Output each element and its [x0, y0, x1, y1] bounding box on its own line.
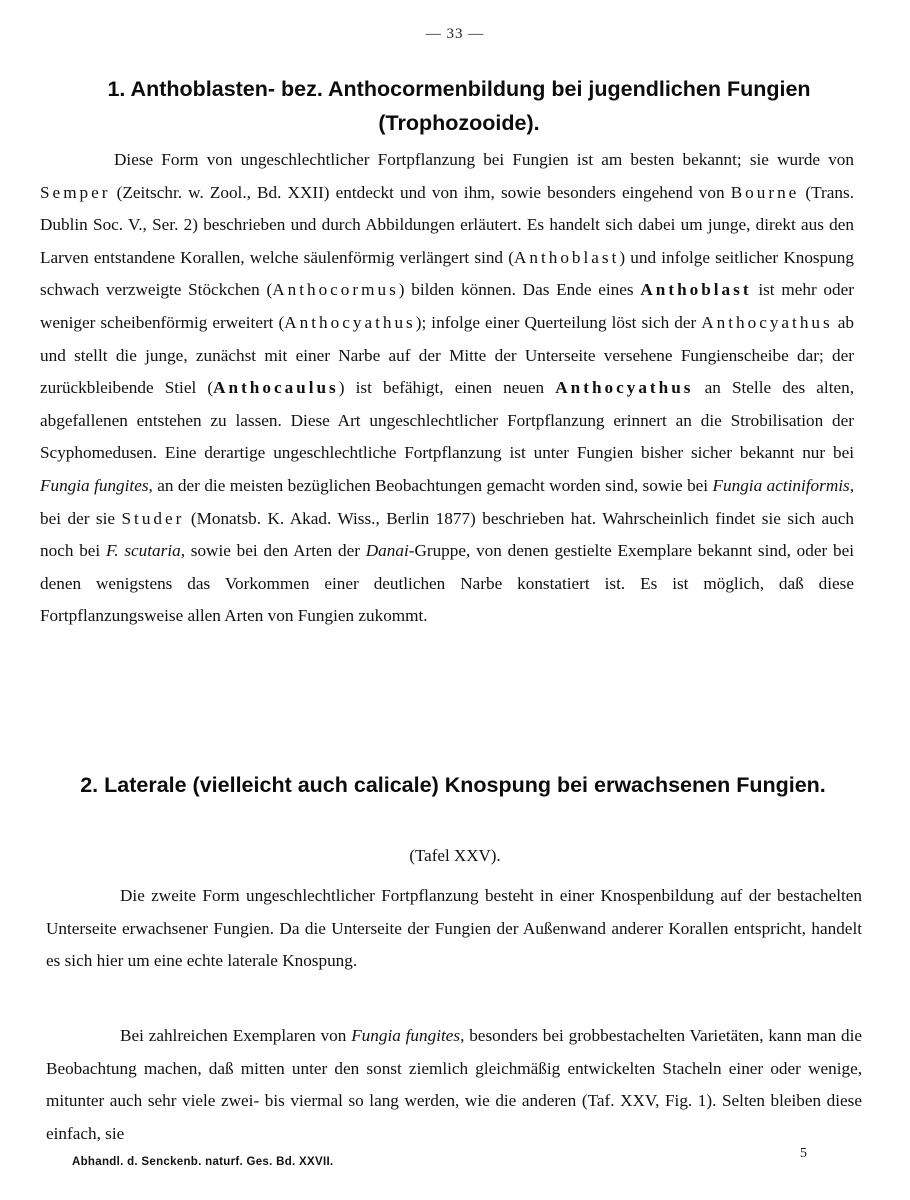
text-run: ist mehr oder weniger scheibenförmig erweitert ( — [40, 280, 854, 332]
section-1-heading: 1. Anthoblasten- bez. Anthocormenbildung bei jugendlichen Fungien (Trophozooide). — [107, 77, 811, 135]
term: Anthocyathus — [284, 312, 416, 332]
term: Anthocyathus — [555, 378, 694, 398]
author-name: Studer — [121, 508, 185, 528]
text-run: ); infolge einer Querteilung löst sich der — [415, 312, 702, 332]
text-run: an Stelle des alten, abgefallenen entstehen zu lassen. Diese Art ungeschlechtlicher Fortpflanzung erinnert an die Strobilisation der Scyphomedusen. Eine derartige ungeschlechtliche Fortpflanzung ist unter Fungien bisher sicher bekannt nur bei — [40, 378, 854, 463]
species-name: F. scutaria — [105, 541, 181, 561]
author-name: Semper — [40, 182, 111, 202]
section-2-paragraph-1: Die zweite Form ungeschlechtlicher Fortpflanzung besteht in einer Knospenbildung auf der bestachelten Unterseite erwachsener Fungien. Da die Unterseite der Fungien der Außenwand anderer Korallen entspricht, handelt es sich hier um eine echte laterale Knospung. — [46, 886, 862, 971]
text-run: Bei zahlreichen Exemplaren von — [120, 1026, 352, 1045]
term: Anthoblast — [513, 247, 620, 267]
term: Anthocaulus — [213, 378, 339, 398]
section-2-heading: 2. Laterale (vielleicht auch calicale) Knospung bei erwachsenen Fungien. — [80, 773, 826, 797]
species-name: Fungia fungites — [40, 475, 149, 495]
page-number: — 33 — — [425, 26, 485, 42]
text-run: , sowie bei den Arten der — [180, 541, 366, 561]
text-run: ) und infolge seitlicher Knospung schwach verzweigte Stöckchen ( — [40, 247, 854, 300]
species-name: Danai — [365, 541, 409, 561]
term: Anthocyathus — [701, 312, 833, 332]
text-run: (Trans. Dublin Soc. V., Ser. 2) beschrieben und durch Abbildungen erläutert. Es handelt sich dabei um junge, direkt aus den Larven entstandene Korallen, welche säulenförmig verlängert sind ( — [40, 182, 854, 267]
species-name: Fungia actiniformis — [712, 475, 850, 495]
text-run: Diese Form von ungeschlechtlicher Fortpflanzung bei Fungien ist am besten bekannt; sie wurde von — [114, 150, 854, 169]
signature-mark: 5 — [800, 1146, 807, 1161]
text-run: ) bilden können. Das Ende eines — [398, 280, 641, 300]
text-run: , an der die meisten bezüglichen Beobachtungen gemacht worden sind, sowie bei — [148, 475, 713, 495]
section-1-paragraph — [40, 144, 854, 633]
text-run: ) ist befähigt, einen neuen — [338, 378, 556, 398]
author-name: Bourne — [730, 182, 800, 202]
species-name: Fungia fungites — [351, 1026, 461, 1045]
text-run: (Zeitschr. w. Zool., Bd. XXII) entdeckt und von ihm, sowie besonders eingehend von — [110, 182, 731, 202]
term: Anthoblast — [640, 280, 752, 300]
text-run: (Monatsb. K. Akad. Wiss., Berlin 1877) beschrieben hat. Wahrscheinlich findet sie sich auch noch bei — [40, 508, 854, 561]
text-run: , bei der sie — [40, 475, 854, 528]
journal-footer: Abhandl. d. Senckenb. naturf. Ges. Bd. XXVII. — [72, 1156, 334, 1168]
text-run: ab und stellt die junge, zunächst mit einer Narbe auf der Mitte der Unterseite versehene Fungienscheibe dar; der zurückbleibende Stiel ( — [40, 312, 854, 398]
section-2-paragraph-2 — [46, 1020, 862, 1150]
plate-reference: (Tafel XXV). — [409, 846, 501, 865]
text-run: , besonders bei grobbestachelten Varietäten, kann man die Beobachtung machen, daß mitten unter den sonst ziemlich gleichmäßig entwickelten Stacheln einer oder wenige, mitunter auch sehr viele zwei- bis viermal so lang werden, wie die anderen (Taf. XXV, Fig. 1). Selten bleiben diese einfach, sie — [46, 1026, 862, 1143]
text-run: -Gruppe, von denen gestielte Exemplare bekannt sind, oder bei denen wenigstens das Vorkommen einer deutlichen Narbe konstatiert ist. Es ist möglich, daß diese Fortpflanzungsweise allen Arten von Fungien zukommt. — [40, 541, 854, 626]
term: Anthocormus — [272, 280, 399, 300]
